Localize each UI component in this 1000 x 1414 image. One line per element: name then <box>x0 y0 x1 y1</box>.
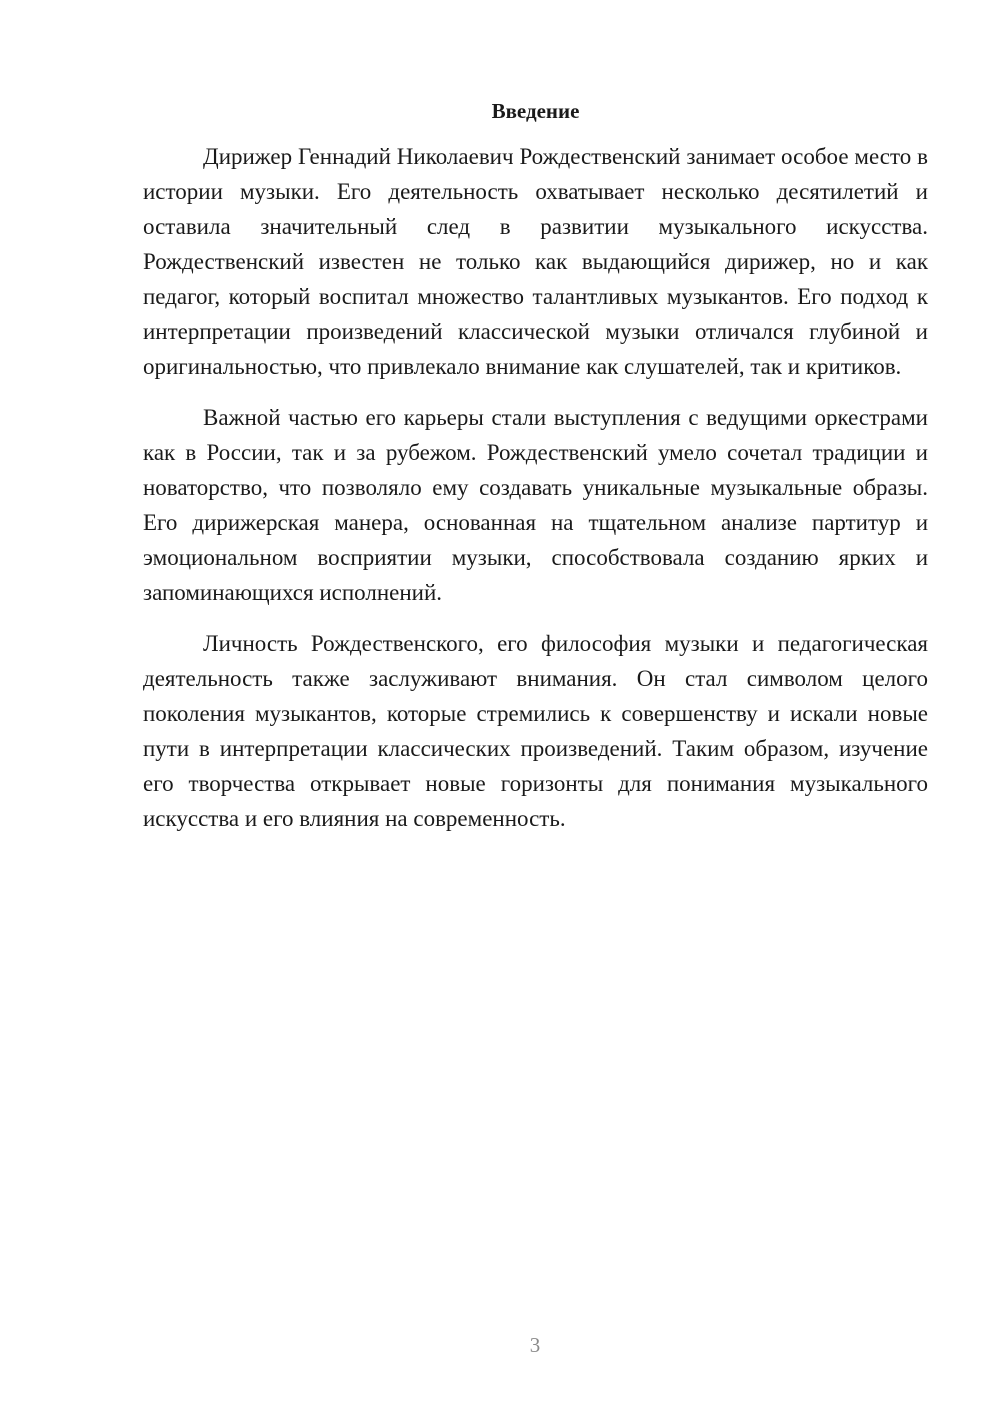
paragraph: Важной частью его карьеры стали выступления с ведущими оркестрами как в России, так и за рубежом. Рождественский умело сочетал традиции и новаторство, что позволяло ему создавать уникальные музыкальные образы. Его дирижерская манера, основанная на тщательном анализе партитур и эмоциональном восприятии музыки, способствовала созданию ярких и запоминающихся исполнений. <box>143 405 928 605</box>
section-heading: Введение <box>491 99 580 123</box>
paragraph: Дирижер Геннадий Николаевич Рождественский занимает особое место в истории музыки. Его деятельность охватывает несколько десятилетий и оставила значительный след в развитии музыкального искусства. Рождественский известен не только как выдающийся дирижер, но и как педагог, который воспитал множество талантливых музыкантов. Его подход к интерпретации произведений классической музыки отличался глубиной и оригинальностью, что привлекало внимание как слушателей, так и критиков. <box>143 144 928 379</box>
document-body <box>143 96 928 836</box>
paragraph: Личность Рождественского, его философия музыки и педагогическая деятельность также заслуживают внимания. Он стал символом целого поколения музыкантов, которые стремились к совершенству и искали новые пути в интерпретации классических произведений. Таким образом, изучение его творчества открывает новые горизонты для понимания музыкального искусства и его влияния на современность. <box>143 631 928 831</box>
page-number: 3 <box>529 1333 541 1357</box>
